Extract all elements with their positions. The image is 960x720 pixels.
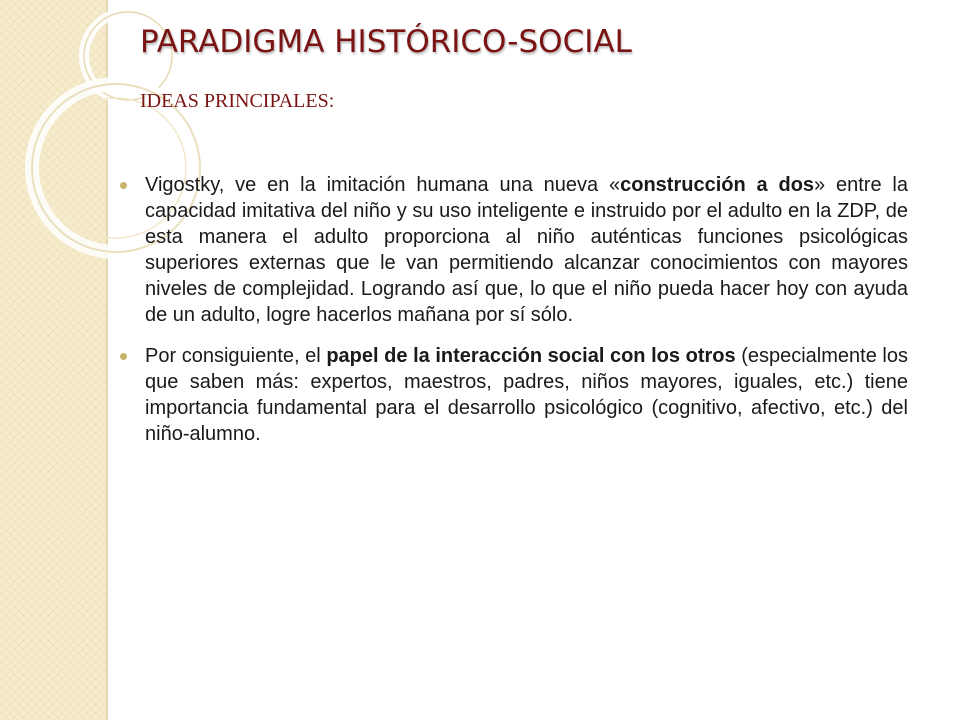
slide-subtitle: IDEAS PRINCIPALES:	[140, 90, 335, 112]
bullet-item-vigotsky	[120, 172, 908, 328]
bullet-dot-icon	[120, 182, 127, 189]
bullet-emphasis: papel de la interacción social con los otros	[326, 345, 736, 367]
bullet-list	[120, 172, 908, 447]
bullet-item-interaccion	[120, 343, 908, 447]
bullet-text: Por consiguiente, el	[145, 345, 327, 367]
bullet-text: Vigostky, ve en la imitación humana una nueva «	[145, 174, 621, 196]
bullet-text: (especialmente los que saben más: expertos, maestros, padres, niños mayores, iguales, etc.) tiene importancia fundamental para el desarrollo psicológico (cognitivo, afectivo, etc.) del niño-alumno.	[145, 345, 908, 445]
bullet-dot-icon	[120, 353, 127, 360]
bullet-emphasis: construcción a dos	[620, 174, 815, 196]
slide-title: PARADIGMA HISTÓRICO-SOCIAL	[140, 24, 632, 60]
slide-content	[120, 172, 908, 462]
bullet-text: » entre la capacidad imitativa del niño y su uso inteligente e instruido por el adulto en la ZDP, de esta manera el adulto proporciona al niño auténticas funciones psicológicas superiores externas que le van permitiendo alcanzar conocimientos con mayores niveles de complejidad. Logrando así que, lo que el niño pueda hacer hoy con ayuda de un adulto, logre hacerlos mañana por sí sólo.	[145, 174, 908, 326]
